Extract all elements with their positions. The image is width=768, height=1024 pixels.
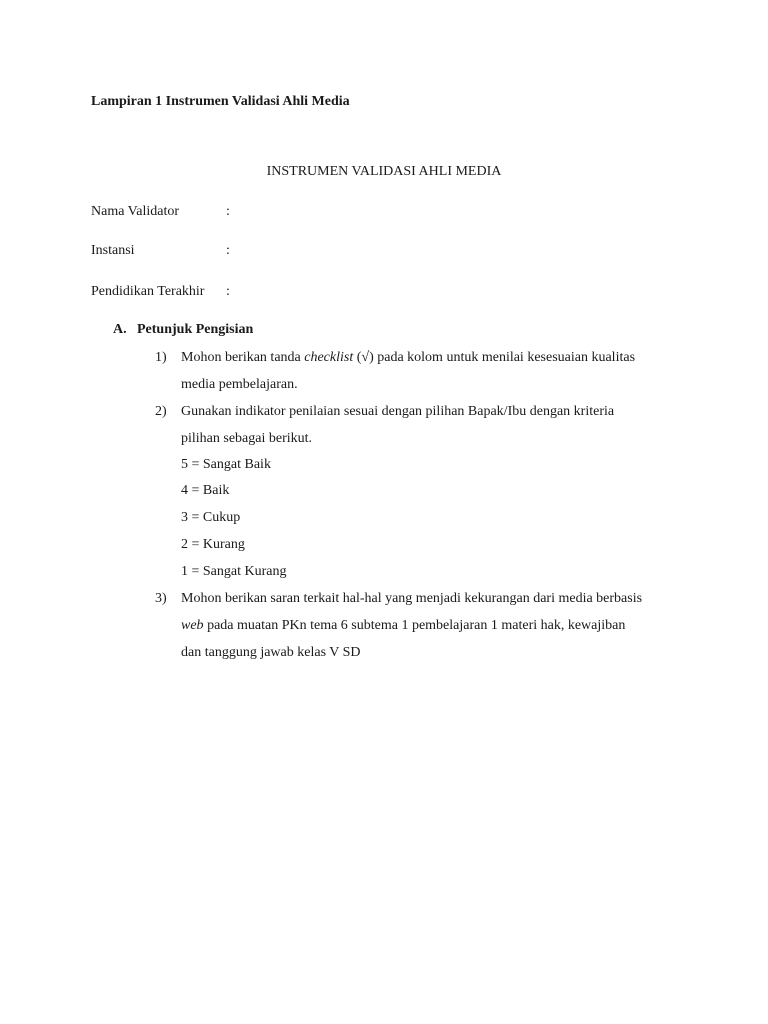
document-title: INSTRUMEN VALIDASI AHLI MEDIA bbox=[266, 164, 502, 179]
item-3-line-2 bbox=[181, 618, 625, 634]
field-colon-instansi: : bbox=[226, 243, 230, 258]
item-1-checklist-word: checklist bbox=[304, 350, 354, 365]
item-3-line-3: dan tanggung jawab kelas V SD bbox=[181, 645, 361, 660]
section-title: Petunjuk Pengisian bbox=[137, 322, 254, 337]
criteria-3: 3 = Cukup bbox=[181, 510, 241, 525]
item-3-web-word: web bbox=[181, 618, 204, 633]
item-3-line-1: Mohon berikan saran terkait hal-hal yang menjadi kekurangan dari media berbasis bbox=[181, 591, 643, 606]
item-number-1: 1) bbox=[155, 350, 167, 365]
field-label-pendidikan-terakhir: Pendidikan Terakhir bbox=[91, 284, 205, 299]
item-1-line-1-pre: Mohon berikan tanda bbox=[181, 350, 305, 365]
criteria-4: 4 = Baik bbox=[181, 483, 230, 498]
item-3-line-2-post: pada muatan PKn tema 6 subtema 1 pembelajaran 1 materi hak, kewajiban bbox=[203, 618, 626, 633]
field-colon-pendidikan-terakhir: : bbox=[226, 284, 230, 299]
item-number-2: 2) bbox=[155, 404, 167, 419]
field-colon-nama-validator: : bbox=[226, 204, 230, 219]
item-1-line-2: media pembelajaran. bbox=[181, 377, 298, 392]
criteria-2: 2 = Kurang bbox=[181, 537, 245, 552]
item-2-line-1: Gunakan indikator penilaian sesuai dengan pilihan Bapak/Ibu dengan kriteria bbox=[181, 404, 615, 419]
criteria-1: 1 = Sangat Kurang bbox=[181, 564, 287, 579]
item-2-line-2: pilihan sebagai berikut. bbox=[181, 431, 313, 446]
field-label-instansi: Instansi bbox=[91, 243, 135, 258]
section-letter: A. bbox=[113, 322, 127, 337]
criteria-5: 5 = Sangat Baik bbox=[181, 457, 271, 472]
item-number-3: 3) bbox=[155, 591, 167, 606]
appendix-title: Lampiran 1 Instrumen Validasi Ahli Media bbox=[91, 94, 350, 109]
item-1-line-1-post: (√) pada kolom untuk menilai kesesuaian kualitas bbox=[353, 350, 636, 365]
item-1-line-1 bbox=[181, 350, 635, 366]
field-label-nama-validator: Nama Validator bbox=[91, 204, 179, 219]
